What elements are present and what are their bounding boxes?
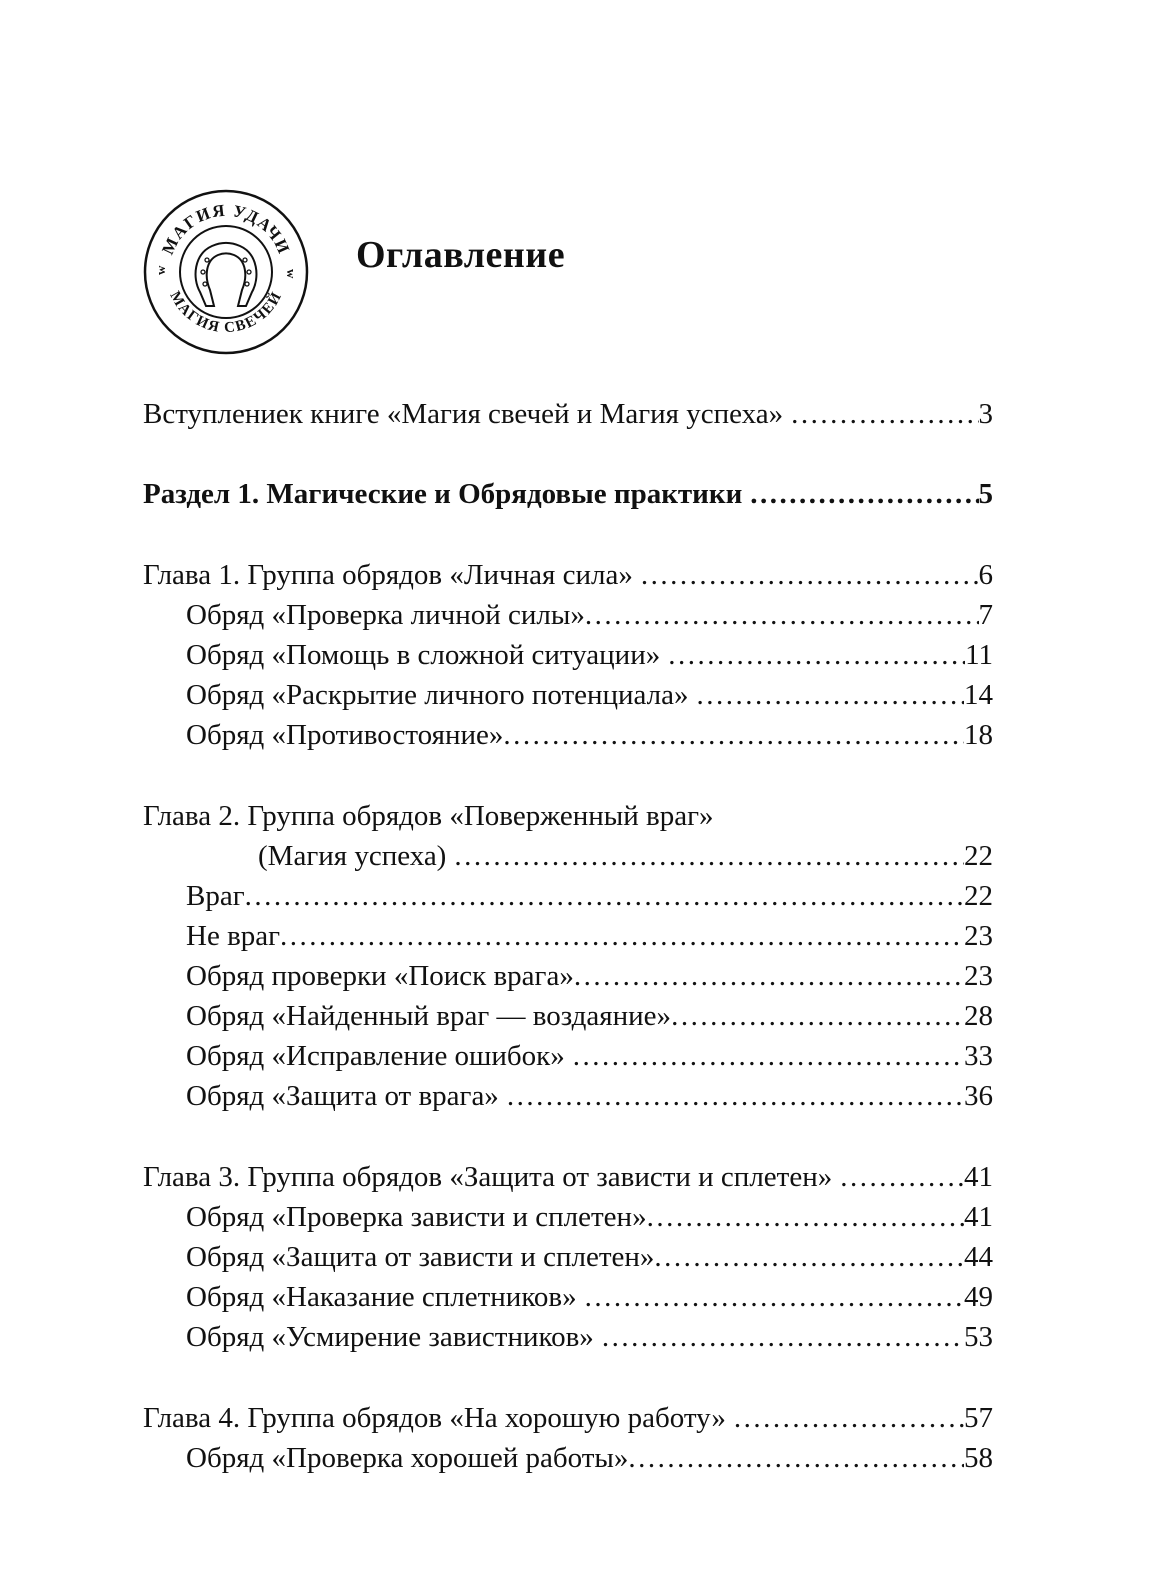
toc-entry-label: Глава 1. Группа обрядов «Личная сила» [143, 559, 633, 591]
toc-entry-page: 44 [964, 1241, 993, 1273]
toc-entry-label: Глава 4. Группа обрядов «На хорошую работу» [143, 1402, 726, 1434]
toc-entry-label: Обряд «Наказание сплетников» [186, 1281, 577, 1313]
toc-entry-label: Обряд «Усмирение завистников» [186, 1321, 594, 1353]
toc-entry-label: Обряд «Раскрытие личного потенциала» [186, 679, 689, 711]
toc-entry[interactable] [186, 635, 993, 675]
emblem-side-right: w [284, 269, 299, 279]
leader-dots [750, 474, 978, 514]
toc-entry-page: 41 [964, 1161, 993, 1193]
toc-entry-page: 28 [964, 1000, 993, 1032]
toc-entry-label: Обряд «Найденный враг — воздаяние» [186, 1000, 672, 1032]
toc-entry-label: Глава 2. Группа обрядов «Поверженный враг» [143, 800, 714, 832]
leader-dots [507, 1076, 964, 1116]
toc-entry-label: Обряд проверки «Поиск врага» [186, 960, 574, 992]
toc-entry-page: 23 [964, 920, 993, 952]
toc-entry-label: Обряд «Защита от зависти и сплетен» [186, 1241, 655, 1273]
toc-entry-page: 49 [964, 1281, 993, 1313]
emblem-top-text: МАГИЯ УДАЧИ [158, 200, 294, 258]
toc-entry[interactable] [186, 1438, 993, 1478]
toc-entry[interactable] [186, 1076, 993, 1116]
emblem-bottom-text: МАГИЯ СВЕЧЕЙ [166, 288, 286, 337]
page-title: Оглавление [356, 234, 566, 276]
toc-entry-page: 22 [964, 880, 993, 912]
toc-entry-label: Обряд «Проверка личной силы» [186, 599, 585, 631]
toc-entry-label: Обряд «Защита от врага» [186, 1080, 499, 1112]
leader-dots [668, 635, 965, 675]
leader-dots [454, 836, 964, 876]
toc-chapter-continued[interactable] [258, 836, 993, 876]
toc-chapter[interactable] [143, 796, 993, 836]
toc-entry[interactable] [186, 876, 993, 916]
toc-section[interactable] [143, 474, 993, 514]
leader-dots [791, 394, 978, 434]
toc-chapter[interactable] [143, 1157, 993, 1197]
toc-entry-label: Раздел 1. Магические и Обрядовые практики [143, 478, 743, 510]
leader-dots [647, 1197, 964, 1237]
toc-entry-label: Обряд «Противостояние» [186, 719, 504, 751]
toc-chapter[interactable] [143, 1398, 993, 1438]
toc-entry-label: Обряд «Проверка хорошей работы» [186, 1442, 629, 1474]
toc-entry-label: Глава 3. Группа обрядов «Защита от зависти и сплетен» [143, 1161, 833, 1193]
toc-entry-page: 3 [978, 398, 993, 430]
leader-dots [734, 1398, 964, 1438]
leader-dots [585, 1277, 964, 1317]
toc-entry[interactable] [186, 675, 993, 715]
toc-entry[interactable] [143, 394, 993, 434]
toc-entry-label: Обряд «Проверка зависти и сплетен» [186, 1201, 647, 1233]
leader-dots [628, 1438, 964, 1478]
toc-entry[interactable] [186, 1197, 993, 1237]
toc-entry[interactable] [186, 715, 993, 755]
leader-dots [585, 595, 979, 635]
toc-entry-page: 57 [964, 1402, 993, 1434]
toc-entry-page: 11 [965, 639, 993, 671]
toc-entry-label: Враг [186, 880, 245, 912]
toc-entry-page: 53 [964, 1321, 993, 1353]
leader-dots [641, 555, 979, 595]
toc-entry-label: Не враг [186, 920, 281, 952]
leader-dots [840, 1157, 964, 1197]
toc-entry-page: 58 [964, 1442, 993, 1474]
toc-entry-label: (Магия успеха) [258, 840, 447, 872]
toc-entry[interactable] [186, 916, 993, 956]
toc-chapter[interactable] [143, 555, 993, 595]
leader-dots [697, 675, 964, 715]
leader-dots [654, 1237, 964, 1277]
toc-entry-page: 5 [978, 478, 993, 510]
toc-entry-label: Обряд «Исправление ошибок» [186, 1040, 565, 1072]
toc-entry[interactable] [186, 1317, 993, 1357]
leader-dots [573, 1036, 964, 1076]
toc-entry-page: 33 [964, 1040, 993, 1072]
toc-entry-page: 6 [978, 559, 993, 591]
leader-dots [671, 996, 964, 1036]
toc-entry-page: 14 [964, 679, 993, 711]
toc-entry-page: 22 [964, 840, 993, 872]
toc-entry-page: 36 [964, 1080, 993, 1112]
leader-dots [574, 956, 964, 996]
leader-dots [280, 916, 964, 956]
toc-entry[interactable] [186, 595, 993, 635]
toc-entry-label: Вступлениек книге «Магия свечей и Магия успеха» [143, 398, 784, 430]
toc-entry[interactable] [186, 956, 993, 996]
toc-entry-page: 41 [964, 1201, 993, 1233]
toc-entry[interactable] [186, 1237, 993, 1277]
toc-entry[interactable] [186, 996, 993, 1036]
toc-entry-page: 7 [978, 599, 993, 631]
toc-entry[interactable] [186, 1277, 993, 1317]
toc-entry-page: 23 [964, 960, 993, 992]
toc-entry-label: Обряд «Помощь в сложной ситуации» [186, 639, 661, 671]
toc-entry-page: 18 [964, 719, 993, 751]
emblem-side-left: w [153, 265, 168, 275]
leader-dots [245, 876, 964, 916]
leader-dots [602, 1317, 964, 1357]
leader-dots [503, 715, 964, 755]
toc-entry[interactable] [186, 1036, 993, 1076]
